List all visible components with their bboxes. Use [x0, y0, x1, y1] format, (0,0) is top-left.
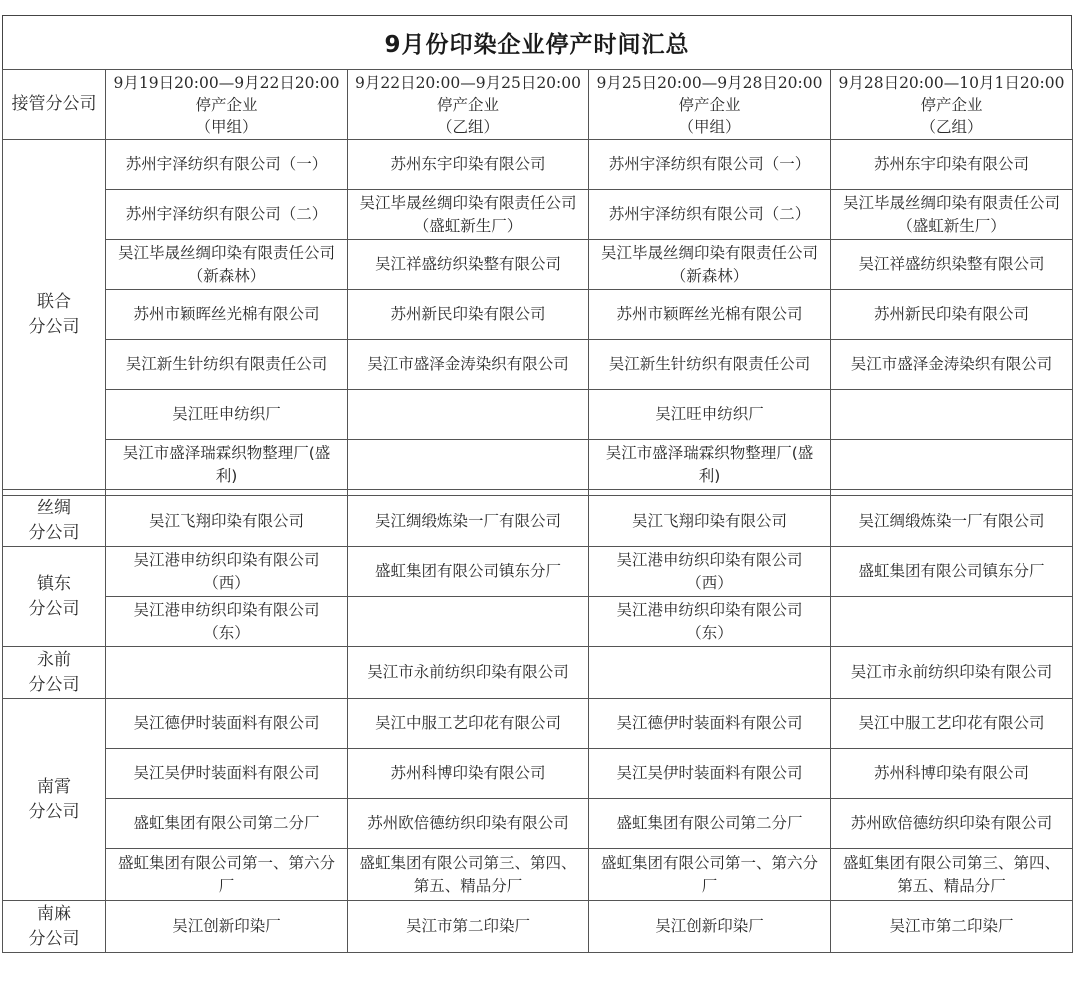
enterprise-cell [589, 290, 831, 340]
enterprise-cell [106, 547, 348, 597]
enterprise-name-line: 盛虹集团有限公司第三、第四、 [359, 853, 577, 872]
enterprise-cell [831, 799, 1073, 849]
enterprise-name-line: 苏州科博印染有限公司 [390, 764, 546, 782]
period-header-1 [106, 70, 348, 140]
enterprise-cell [589, 190, 831, 240]
period-range: 9月19日20:00—9月22日20:00 [113, 73, 340, 92]
enterprise-cell [348, 799, 589, 849]
enterprise-cell [589, 390, 831, 440]
enterprise-name-line: 苏州市颖晖丝光棉有限公司 [616, 305, 803, 323]
enterprise-cell [831, 699, 1073, 749]
enterprise-cell [106, 190, 348, 240]
enterprise-cell [589, 597, 831, 647]
enterprise-cell [348, 849, 589, 901]
period-group: （甲组） [195, 117, 258, 136]
table-row [3, 190, 1073, 240]
table-row [3, 647, 1073, 699]
branch-name-line: 南霄 [37, 776, 71, 797]
empty-cell [348, 390, 589, 440]
empty-cell [348, 597, 589, 647]
enterprise-name-line: 吴江吴伊时装面料有限公司 [616, 764, 803, 782]
branch-company-cell [3, 140, 106, 490]
enterprise-cell [831, 340, 1073, 390]
enterprise-name-line: 吴江祥盛纺织染整有限公司 [858, 255, 1045, 273]
table-row [3, 597, 1073, 647]
enterprise-name-line: 盛虹集团有限公司镇东分厂 [858, 562, 1045, 580]
enterprise-name-line: 吴江中服工艺印花有限公司 [374, 714, 561, 732]
enterprise-cell [831, 290, 1073, 340]
enterprise-name-line: 吴江德伊时装面料有限公司 [616, 714, 803, 732]
header-row [3, 70, 1073, 140]
enterprise-cell [106, 799, 348, 849]
enterprise-name-line: （新森林） [187, 266, 266, 285]
branch-name-line: 分公司 [28, 928, 80, 949]
enterprise-name-line: 吴江绸缎炼染一厂有限公司 [858, 511, 1045, 530]
enterprise-cell [589, 496, 831, 547]
period-label: 停产企业 [436, 95, 499, 114]
table-row [3, 340, 1073, 390]
enterprise-name-line: 吴江绸缎炼染一厂有限公司 [374, 511, 561, 530]
enterprise-name-line: 苏州东宇印染有限公司 [390, 155, 546, 173]
enterprise-cell [106, 440, 348, 490]
branch-name-line: 丝绸 [37, 498, 71, 518]
enterprise-name-line: 利) [698, 466, 721, 485]
enterprise-name-line: 吴江祥盛纺织染整有限公司 [374, 255, 561, 273]
enterprise-cell [348, 290, 589, 340]
empty-cell [348, 440, 589, 490]
enterprise-name-line: 利) [215, 466, 238, 485]
enterprise-name-line: 吴江市第二印染厂 [405, 917, 530, 935]
enterprise-name-line: 苏州欧倍德纺织印染有限公司 [850, 814, 1053, 832]
enterprise-cell [831, 140, 1073, 190]
enterprise-name-line: 吴江港申纺织印染有限公司 [133, 550, 320, 569]
period-range: 9月28日20:00—10月1日20:00 [838, 73, 1065, 92]
table-row [3, 496, 1073, 547]
enterprise-cell [831, 240, 1073, 290]
enterprise-name-line: （盛虹新生厂） [897, 216, 1006, 235]
enterprise-cell [831, 190, 1073, 240]
shutdown-table [2, 69, 1073, 953]
enterprise-cell [106, 290, 348, 340]
enterprise-name-line: 吴江旺申纺织厂 [655, 405, 764, 423]
table-row [3, 140, 1073, 190]
enterprise-name-line: 吴江毕晟丝绸印染有限责任公司 [117, 243, 335, 262]
enterprise-name-line: 盛虹集团有限公司第二分厂 [616, 814, 803, 832]
enterprise-name-line: 吴江港申纺织印染有限公司 [133, 600, 320, 619]
enterprise-name-line: 苏州宇泽纺织有限公司（二） [608, 205, 811, 223]
branch-name-line: 分公司 [28, 674, 80, 695]
branch-company-cell [3, 647, 106, 699]
period-label: 停产企业 [678, 95, 741, 114]
enterprise-name-line: 吴江市永前纺织印染有限公司 [850, 663, 1053, 681]
period-group: （甲组） [678, 117, 741, 136]
enterprise-cell [106, 849, 348, 901]
enterprise-name-line: 吴江市盛泽金涛染织有限公司 [367, 355, 569, 373]
page-title: 9月份印染企业停产时间汇总 [2, 15, 1072, 69]
enterprise-name-line: 苏州科博印染有限公司 [873, 764, 1029, 782]
enterprise-cell [348, 547, 589, 597]
enterprise-name-line: 厂 [218, 876, 235, 895]
enterprise-name-line: 盛虹集团有限公司镇东分厂 [374, 562, 561, 580]
enterprise-cell [348, 140, 589, 190]
branch-name-line: 分公司 [28, 598, 80, 619]
enterprise-cell [831, 749, 1073, 799]
enterprise-cell [589, 240, 831, 290]
enterprise-cell [831, 496, 1073, 547]
enterprise-name-line: 吴江新生针纺织有限责任公司 [608, 355, 811, 373]
table-row [3, 440, 1073, 490]
branch-name-line: 南麻 [37, 903, 71, 924]
enterprise-name-line: 吴江德伊时装面料有限公司 [133, 714, 320, 732]
empty-cell [831, 390, 1073, 440]
table-row [3, 749, 1073, 799]
enterprise-cell [348, 240, 589, 290]
enterprise-cell [348, 496, 589, 547]
empty-cell [831, 440, 1073, 490]
enterprise-cell [106, 597, 348, 647]
branch-name-line: 镇东 [37, 573, 71, 594]
enterprise-cell [589, 440, 831, 490]
summary-sheet [2, 15, 1072, 953]
branch-company-cell [3, 699, 106, 901]
enterprise-name-line: （东） [203, 623, 250, 642]
enterprise-name-line: 吴江飞翔印染有限公司 [631, 511, 787, 530]
enterprise-cell [831, 849, 1073, 901]
enterprise-name-line: 苏州东宇印染有限公司 [873, 155, 1029, 173]
enterprise-cell [106, 240, 348, 290]
table-row [3, 240, 1073, 290]
enterprise-cell [348, 699, 589, 749]
enterprise-name-line: 吴江港申纺织印染有限公司 [616, 550, 803, 569]
enterprise-cell [348, 340, 589, 390]
enterprise-cell [106, 749, 348, 799]
enterprise-name-line: 苏州宇泽纺织有限公司（二） [125, 205, 328, 223]
enterprise-cell [348, 647, 589, 699]
period-range: 9月25日20:00—9月28日20:00 [596, 73, 823, 92]
empty-cell [106, 647, 348, 699]
enterprise-name-line: 苏州宇泽纺织有限公司（一） [608, 155, 811, 173]
period-label: 停产企业 [195, 95, 258, 114]
enterprise-cell [106, 699, 348, 749]
enterprise-name-line: 吴江港申纺织印染有限公司 [616, 600, 803, 619]
enterprise-name-line: 吴江创新印染厂 [172, 917, 281, 935]
enterprise-cell [348, 190, 589, 240]
enterprise-name-line: 盛虹集团有限公司第一、第六分 [600, 853, 818, 872]
period-group: （乙组） [436, 117, 499, 136]
enterprise-name-line: 厂 [701, 876, 718, 895]
enterprise-cell [589, 547, 831, 597]
period-header-4 [831, 70, 1073, 140]
enterprise-name-line: 苏州市颖晖丝光棉有限公司 [133, 305, 320, 323]
enterprise-cell [106, 496, 348, 547]
enterprise-name-line: 吴江飞翔印染有限公司 [148, 511, 304, 530]
empty-cell [589, 647, 831, 699]
branch-name-line: 分公司 [28, 801, 80, 822]
branch-name-line: 分公司 [28, 523, 80, 543]
empty-cell [831, 597, 1073, 647]
enterprise-name-line: 吴江创新印染厂 [655, 917, 764, 935]
enterprise-name-line: 吴江中服工艺印花有限公司 [858, 714, 1045, 732]
table-row [3, 901, 1073, 953]
enterprise-name-line: （西） [686, 573, 733, 592]
table-row [3, 799, 1073, 849]
enterprise-name-line: （东） [686, 623, 733, 642]
enterprise-name-line: 苏州新民印染有限公司 [873, 305, 1029, 323]
enterprise-name-line: （新森林） [670, 266, 749, 285]
period-header-3 [589, 70, 831, 140]
enterprise-cell [106, 390, 348, 440]
enterprise-name-line: 吴江旺申纺织厂 [172, 405, 281, 423]
branch-company-cell [3, 901, 106, 953]
enterprise-name-line: 盛虹集团有限公司第二分厂 [133, 814, 320, 832]
period-range: 9月22日20:00—9月25日20:00 [354, 73, 581, 92]
enterprise-name-line: 第五、精品分厂 [897, 876, 1006, 895]
table-body [3, 70, 1073, 953]
enterprise-name-line: 苏州宇泽纺织有限公司（一） [125, 155, 328, 173]
enterprise-name-line: 吴江吴伊时装面料有限公司 [133, 764, 320, 782]
enterprise-cell [589, 849, 831, 901]
enterprise-name-line: 吴江毕晟丝绸印染有限责任公司 [600, 243, 818, 262]
period-header-2 [348, 70, 589, 140]
enterprise-cell [589, 699, 831, 749]
branch-company-cell [3, 547, 106, 647]
table-row [3, 547, 1073, 597]
enterprise-name-line: 盛虹集团有限公司第一、第六分 [117, 853, 335, 872]
enterprise-name-line: （盛虹新生厂） [413, 216, 523, 235]
company-column-header: 接管分公司 [3, 70, 106, 140]
enterprise-cell [589, 901, 831, 953]
enterprise-cell [106, 140, 348, 190]
table-row [3, 290, 1073, 340]
enterprise-name-line: 吴江新生针纺织有限责任公司 [125, 355, 328, 373]
branch-name-line: 分公司 [28, 316, 80, 337]
enterprise-cell [589, 749, 831, 799]
enterprise-name-line: 第五、精品分厂 [413, 876, 523, 895]
enterprise-cell [348, 901, 589, 953]
enterprise-cell [831, 647, 1073, 699]
enterprise-name-line: 吴江市盛泽金涛染织有限公司 [850, 355, 1053, 373]
enterprise-name-line: 苏州欧倍德纺织印染有限公司 [367, 814, 569, 832]
enterprise-cell [106, 340, 348, 390]
enterprise-name-line: 盛虹集团有限公司第三、第四、 [842, 853, 1060, 872]
branch-name-line: 联合 [37, 291, 71, 312]
branch-name-line: 永前 [37, 649, 71, 670]
enterprise-name-line: 吴江市第二印染厂 [889, 917, 1014, 935]
enterprise-cell [589, 340, 831, 390]
enterprise-name-line: 吴江毕晟丝绸印染有限责任公司 [842, 193, 1060, 212]
enterprise-name-line: 苏州新民印染有限公司 [390, 305, 546, 323]
table-row [3, 699, 1073, 749]
enterprise-cell [589, 140, 831, 190]
enterprise-cell [348, 749, 589, 799]
enterprise-name-line: 吴江市盛泽瑞霖织物整理厂(盛 [122, 443, 331, 462]
enterprise-cell [831, 901, 1073, 953]
period-label: 停产企业 [920, 95, 983, 114]
enterprise-name-line: （西） [203, 573, 250, 592]
enterprise-cell [589, 799, 831, 849]
enterprise-name-line: 吴江市盛泽瑞霖织物整理厂(盛 [605, 443, 814, 462]
table-row [3, 849, 1073, 901]
table-row [3, 390, 1073, 440]
branch-company-cell [3, 496, 106, 547]
enterprise-cell [831, 547, 1073, 597]
period-group: （乙组） [920, 117, 983, 136]
enterprise-name-line: 吴江市永前纺织印染有限公司 [367, 663, 569, 681]
enterprise-cell [106, 901, 348, 953]
enterprise-name-line: 吴江毕晟丝绸印染有限责任公司 [359, 193, 577, 212]
